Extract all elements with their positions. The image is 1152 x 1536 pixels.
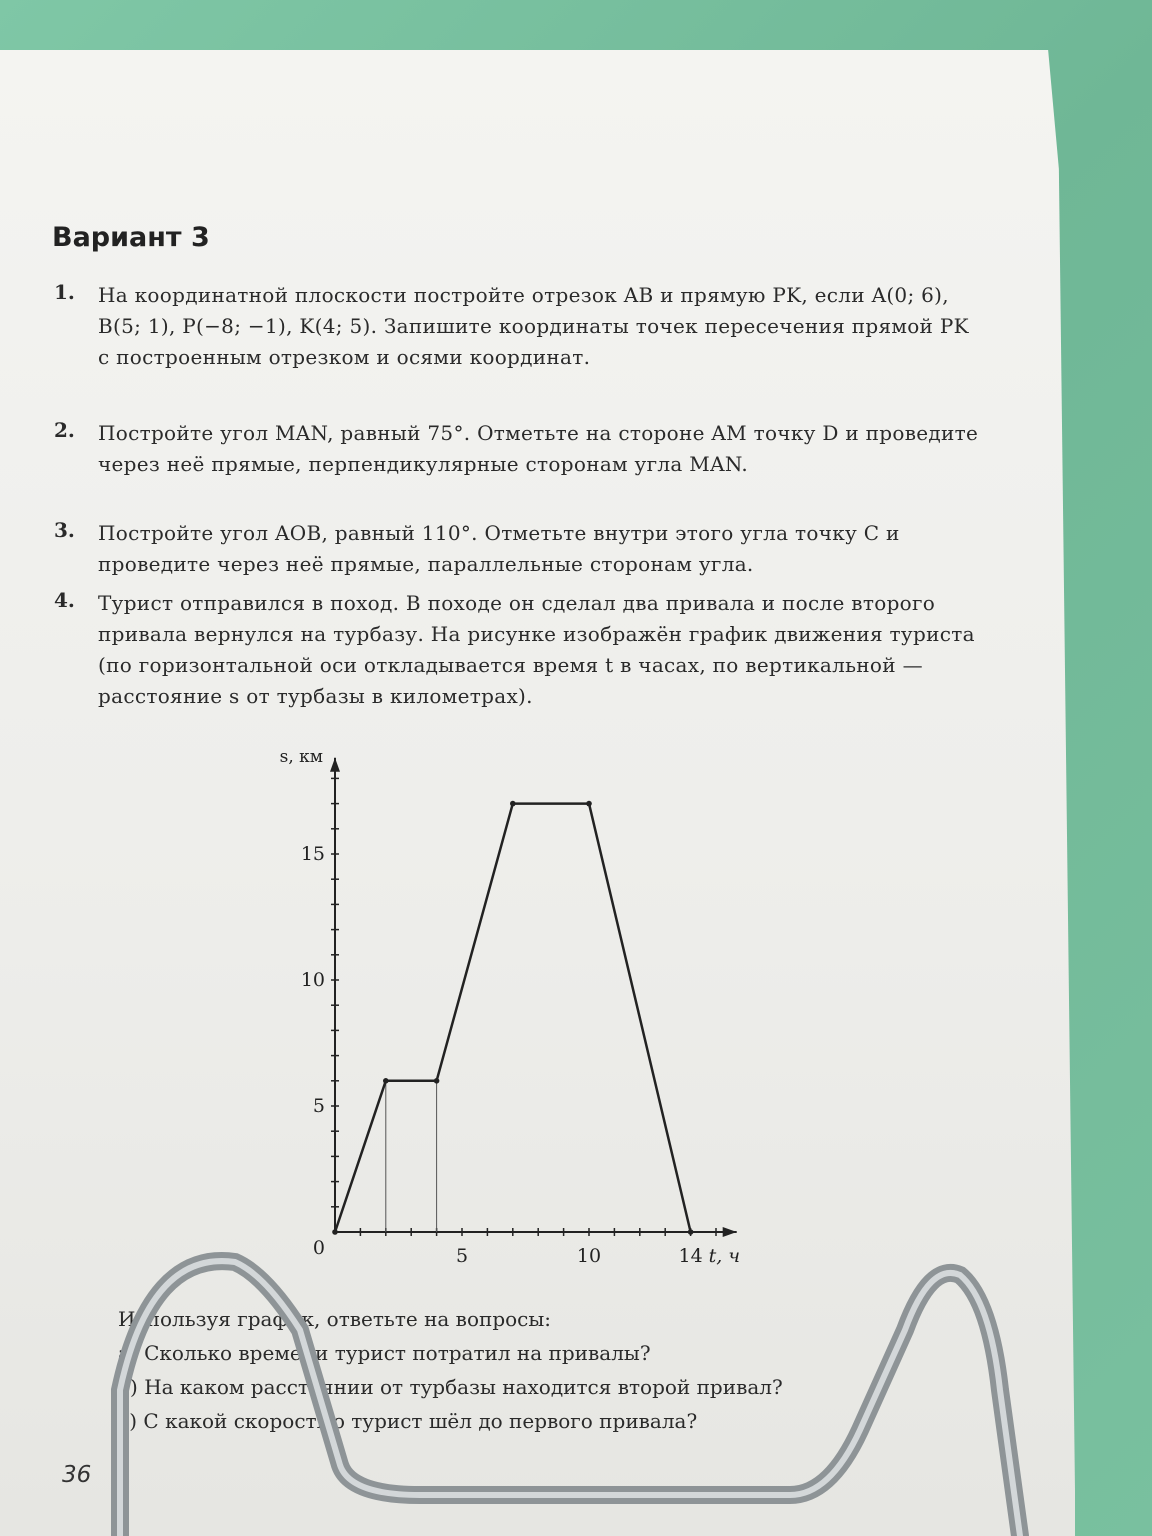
- series-segment: [335, 1081, 386, 1232]
- x-tick-label: 10: [576, 1245, 602, 1267]
- task-4: [54, 588, 979, 712]
- task-number: 4.: [54, 588, 75, 612]
- task-3: [54, 518, 979, 580]
- data-point: [586, 801, 592, 807]
- x-axis-arrow: [723, 1227, 737, 1237]
- y-tick-label: 15: [300, 843, 325, 865]
- task-text: На координатной плоскости постройте отрезок AB и прямую PK, если A(0; 6), B(5; 1), P(−8; −1), K(4; 5). Запишите координаты точек пересечения прямой PK с построенным отрезком и осями координат.: [98, 283, 969, 369]
- data-point: [510, 801, 516, 807]
- task-text: Турист отправился в поход. В походе он сделал два привала и после второго привала вернулся на турбазу. На рисунке изображён график движения туриста (по горизонтальной оси откладывается время t в часах, по вертикальной — расстояние s от турбазы в километрах).: [98, 591, 975, 708]
- question-a: а) Сколько времени турист потратил на привалы?: [118, 1341, 651, 1365]
- data-point: [383, 1078, 389, 1084]
- page-number: 36: [62, 1462, 92, 1488]
- task-number: 2.: [54, 418, 75, 442]
- y-axis-label: s, км: [279, 746, 323, 767]
- questions-intro: Используя график, ответьте на вопросы:: [118, 1307, 552, 1331]
- task-2: [54, 418, 979, 480]
- y-tick-label: 10: [300, 969, 325, 991]
- task-text: Постройте угол AOB, равный 110°. Отметьте внутри этого угла точку C и проведите через неё прямые, параллельные сторонам угла.: [98, 521, 900, 576]
- task-text: Постройте угол MAN, равный 75°. Отметьте на стороне AM точку D и проведите через неё прямые, перпендикулярные сторонам угла MAN.: [98, 421, 979, 476]
- chart-svg: [250, 746, 770, 1300]
- task-number: 1.: [54, 280, 75, 304]
- x-tick-label: 5: [455, 1245, 469, 1267]
- variant-heading: Вариант 3: [52, 222, 210, 253]
- question-b: б) На каком расстоянии от турбазы находится второй привал?: [118, 1375, 783, 1399]
- task-number: 3.: [54, 518, 75, 542]
- question-c: в) С какой скоростью турист шёл до первого привала?: [118, 1409, 698, 1433]
- questions-block: [118, 1302, 938, 1438]
- distance-time-chart: [250, 746, 770, 1300]
- data-point: [332, 1229, 338, 1235]
- series-segment: [437, 804, 513, 1081]
- origin-label: 0: [312, 1237, 325, 1259]
- series-segment: [589, 804, 691, 1232]
- y-tick-label: 5: [312, 1095, 325, 1117]
- y-axis-arrow: [330, 758, 340, 772]
- data-point: [434, 1078, 440, 1084]
- data-point: [688, 1229, 694, 1235]
- x-tick-label: 14: [678, 1245, 703, 1267]
- x-axis-label: t, ч: [708, 1245, 741, 1267]
- task-1: [54, 280, 979, 373]
